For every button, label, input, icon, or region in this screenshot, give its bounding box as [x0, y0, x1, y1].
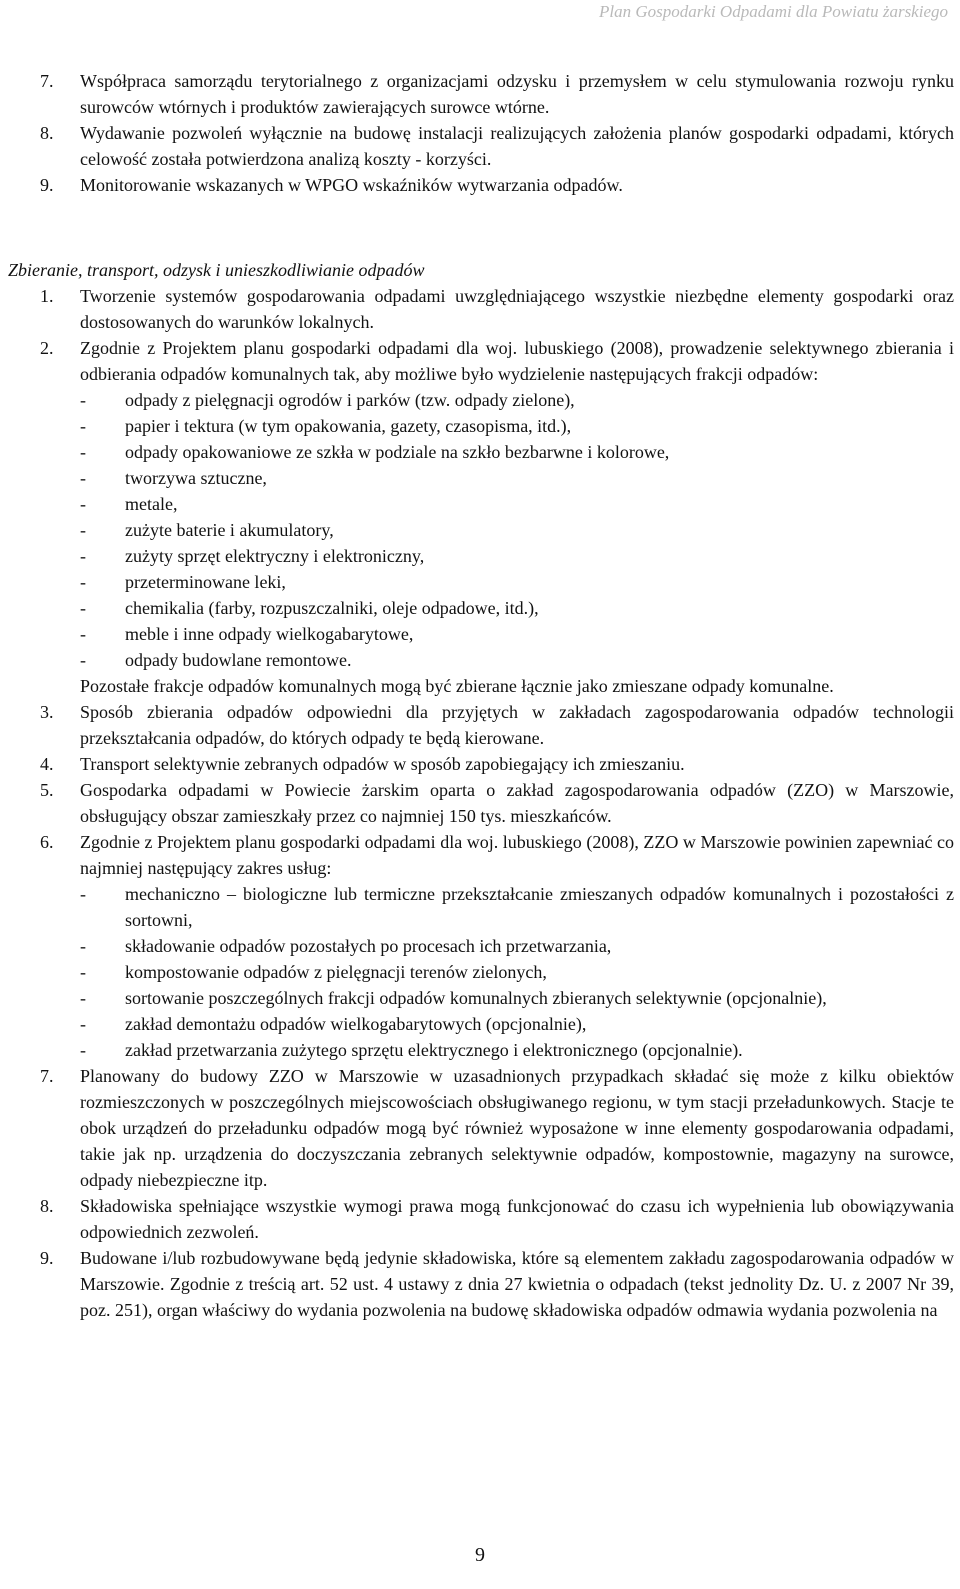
list-item — [8, 68, 954, 120]
item-number: 4. — [40, 754, 54, 774]
item-text: Składowiska spełniające wszystkie wymogi prawa mogą funkcjonować do czasu ich wypełnienia lub obowiązywania odpowiednich zezwoleń. — [80, 1196, 954, 1242]
service-item: - składowanie odpadów pozostałych po procesach ich przetwarzania, — [80, 933, 954, 959]
list-item — [8, 335, 954, 699]
list-item — [8, 283, 954, 335]
service-item: - zakład demontażu odpadów wielkogabarytowych (opcjonalnie), — [80, 1011, 954, 1037]
item-number: 6. — [40, 832, 54, 852]
fractions-list — [80, 387, 954, 673]
item-text: Współpraca samorządu terytorialnego z organizacjami odzysku i przemysłem w celu stymulowania rozwoju rynku surowców wtórnych i produktów zawierających surowce wtórne. — [80, 71, 954, 117]
fraction-item: - papier i tektura (w tym opakowania, gazety, czasopisma, itd.), — [80, 413, 954, 439]
list-item — [8, 699, 954, 751]
list-item — [8, 1193, 954, 1245]
section-heading: Zbieranie, transport, odzysk i unieszkodliwianie odpadów — [8, 260, 425, 280]
item-text: Zgodnie z Projektem planu gospodarki odpadami dla woj. lubuskiego (2008), ZZO w Marszowie powinien zapewniać co najmniej następujący zakres usług: — [80, 832, 954, 878]
item-text: Gospodarka odpadami w Powiecie żarskim oparta o zakład zagospodarowania odpadów (ZZO) w Marszowie, obsługujący obszar zamieszkały przez co najmniej 150 tys. mieszkańców. — [80, 780, 954, 826]
item-text: Tworzenie systemów gospodarowania odpadami uwzględniającego wszystkie niezbędne elementy gospodarki oraz dostosowanych do warunków lokalnych. — [80, 286, 954, 332]
fraction-item: - przeterminowane leki, — [80, 569, 954, 595]
item-number: 7. — [40, 1066, 54, 1086]
item-number: 9. — [40, 175, 54, 195]
item-text: Planowany do budowy ZZO w Marszowie w uzasadnionych przypadkach składać się może z kilku obiektów rozmieszczonych w poszczególnych miejscowościach obsługiwanego regionu, w tym stacji przeładunkowych. Stacje te obok urządzeń do przeładunku odpadów mogą być również wyposażone w inne elementy gospodarowania odpadami, takie jak np. urządzenia do doczyszczania zebranych selektywnie odpadów, kompostownie, magazyny na surowce, odpady niebezpieczne itp. — [80, 1066, 954, 1190]
list-item — [8, 1245, 954, 1323]
fractions-note: Pozostałe frakcje odpadów komunalnych mogą być zbierane łącznie jako zmieszane odpady komunalne. — [80, 676, 834, 696]
list-item — [8, 172, 954, 198]
item-text: Zgodnie z Projektem planu gospodarki odpadami dla woj. lubuskiego (2008), prowadzenie selektywnego zbierania i odbierania odpadów komunalnych tak, aby możliwe było wydzielenie następujących frakcji odpadów: — [80, 338, 954, 384]
fraction-item: - odpady opakowaniowe ze szkła w podziale na szkło bezbarwne i kolorowe, — [80, 439, 954, 465]
fraction-item: - chemikalia (farby, rozpuszczalniki, oleje odpadowe, itd.), — [80, 595, 954, 621]
item-number: 9. — [40, 1248, 54, 1268]
item-text: Sposób zbierania odpadów odpowiedni dla przyjętych w zakładach zagospodarowania odpadów technologii przekształcania odpadów, do których odpady te będą kierowane. — [80, 702, 954, 748]
fraction-item: - zużyte baterie i akumulatory, — [80, 517, 954, 543]
list-item — [8, 829, 954, 1063]
fraction-item: - odpady z pielęgnacji ogrodów i parków (tzw. odpady zielone), — [80, 387, 954, 413]
objectives-list — [8, 68, 954, 198]
item-number: 8. — [40, 123, 54, 143]
running-header: Plan Gospodarki Odpadami dla Powiatu żarskiego — [599, 2, 948, 21]
list-item — [8, 120, 954, 172]
service-item: - zakład przetwarzania zużytego sprzętu elektrycznego i elektronicznego (opcjonalnie). — [80, 1037, 954, 1063]
services-list — [80, 881, 954, 1063]
item-number: 7. — [40, 71, 54, 91]
item-number: 1. — [40, 286, 54, 306]
item-text: Wydawanie pozwoleń wyłącznie na budowę instalacji realizujących założenia planów gospodarki odpadami, których celowość została potwierdzona analizą koszty - korzyści. — [80, 123, 954, 169]
service-item: - mechaniczno – biologiczne lub termiczne przekształcanie zmieszanych odpadów komunalnych i pozostałości z sortowni, — [80, 881, 954, 933]
list-item — [8, 1063, 954, 1193]
fraction-item: - metale, — [80, 491, 954, 517]
item-number: 3. — [40, 702, 54, 722]
item-text: Monitorowanie wskazanych w WPGO wskaźników wytwarzania odpadów. — [80, 175, 623, 195]
item-text: Budowane i/lub rozbudowywane będą jedynie składowiska, które są elementem zakładu zagospodarowania odpadów w Marszowie. Zgodnie z treścią art. 52 ust. 4 ustawy z dnia 27 kwietnia o odpadach (tekst jednolity Dz. U. z 2007 Nr 39, poz. 251), organ właściwy do wydania pozwolenia na budowę składowiska odpadów odmawia wydania pozwolenia na — [80, 1248, 954, 1320]
service-item: - sortowanie poszczególnych frakcji odpadów komunalnych zbieranych selektywnie (opcjonalnie), — [80, 985, 954, 1011]
fraction-item: - tworzywa sztuczne, — [80, 465, 954, 491]
item-number: 8. — [40, 1196, 54, 1216]
collection-list — [8, 283, 954, 1323]
list-item — [8, 777, 954, 829]
item-number: 2. — [40, 338, 54, 358]
fraction-item: - meble i inne odpady wielkogabarytowe, — [80, 621, 954, 647]
fraction-item: - odpady budowlane remontowe. — [80, 647, 954, 673]
item-number: 5. — [40, 780, 54, 800]
page-number: 9 — [475, 1544, 485, 1566]
list-item — [8, 751, 954, 777]
service-item: - kompostowanie odpadów z pielęgnacji terenów zielonych, — [80, 959, 954, 985]
item-text: Transport selektywnie zebranych odpadów w sposób zapobiegający ich zmieszaniu. — [80, 754, 685, 774]
fraction-item: - zużyty sprzęt elektryczny i elektroniczny, — [80, 543, 954, 569]
